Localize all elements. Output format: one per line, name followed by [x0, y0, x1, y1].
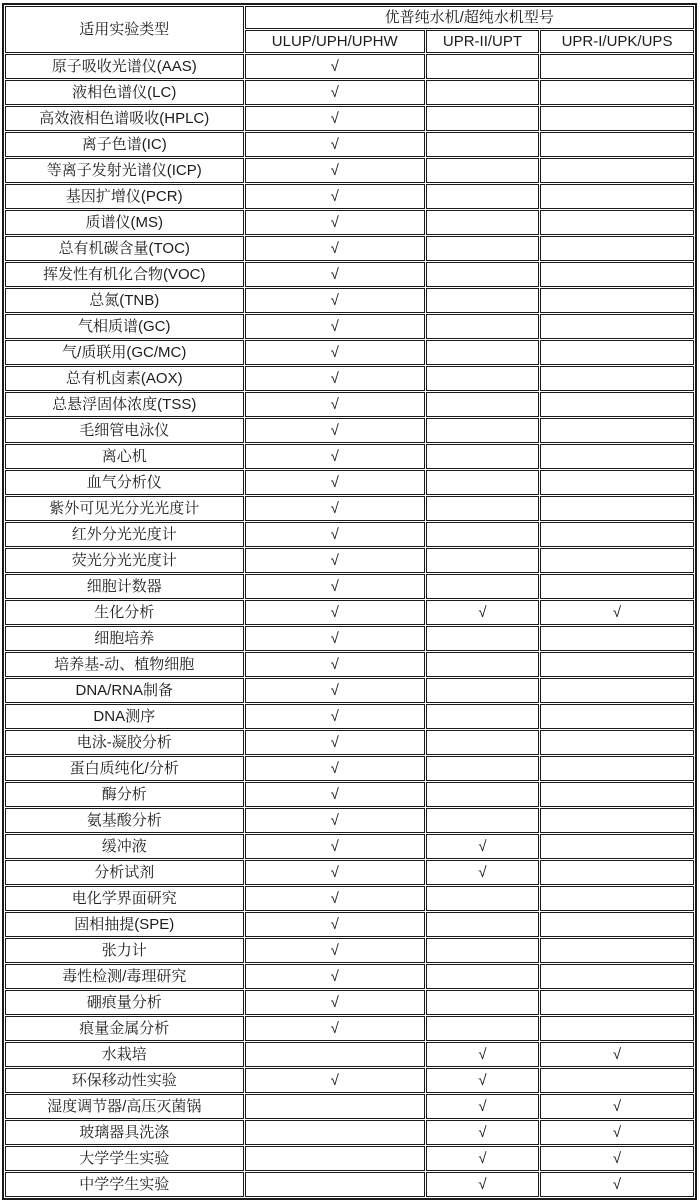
check-mark-cell: √: [245, 652, 425, 677]
empty-cell: [426, 574, 539, 599]
experiment-type-cell: 固相抽提(SPE): [5, 912, 244, 937]
empty-cell: [426, 106, 539, 131]
check-mark-cell: √: [245, 548, 425, 573]
experiment-type-cell: 水栽培: [5, 1042, 244, 1067]
experiment-type-cell: 总氮(TNB): [5, 288, 244, 313]
check-mark-cell: √: [245, 314, 425, 339]
check-mark-cell: √: [245, 210, 425, 235]
check-mark-cell: √: [245, 912, 425, 937]
empty-cell: [540, 652, 694, 677]
empty-cell: [426, 652, 539, 677]
check-mark-cell: √: [426, 1042, 539, 1067]
check-mark-cell: √: [245, 1068, 425, 1093]
table-row: [5, 236, 694, 261]
experiment-type-cell: 分析试剂: [5, 860, 244, 885]
check-mark-cell: √: [245, 626, 425, 651]
table-row: [5, 1068, 694, 1093]
empty-cell: [426, 522, 539, 547]
check-mark-cell: √: [245, 54, 425, 79]
empty-cell: [540, 54, 694, 79]
experiment-type-cell: 电泳-凝胶分析: [5, 730, 244, 755]
check-mark-cell: √: [426, 1146, 539, 1171]
check-mark-cell: √: [540, 1172, 694, 1197]
empty-cell: [426, 418, 539, 443]
table-row: [5, 288, 694, 313]
check-mark-cell: √: [426, 1120, 539, 1145]
check-mark-cell: √: [245, 392, 425, 417]
empty-cell: [426, 756, 539, 781]
check-mark-cell: √: [245, 756, 425, 781]
empty-cell: [245, 1120, 425, 1145]
check-mark-cell: √: [245, 470, 425, 495]
experiment-type-cell: 等离子发射光谱仪(ICP): [5, 158, 244, 183]
experiment-type-cell: 大学学生实验: [5, 1146, 244, 1171]
empty-cell: [426, 288, 539, 313]
check-mark-cell: √: [245, 158, 425, 183]
empty-cell: [426, 990, 539, 1015]
check-mark-cell: √: [245, 704, 425, 729]
check-mark-cell: √: [245, 288, 425, 313]
table-row: [5, 912, 694, 937]
check-mark-cell: √: [245, 496, 425, 521]
empty-cell: [426, 704, 539, 729]
empty-cell: [540, 392, 694, 417]
experiment-type-cell: 气/质联用(GC/MC): [5, 340, 244, 365]
empty-cell: [540, 626, 694, 651]
check-mark-cell: √: [245, 834, 425, 859]
empty-cell: [540, 314, 694, 339]
table-row: [5, 340, 694, 365]
empty-cell: [540, 1016, 694, 1041]
empty-cell: [426, 678, 539, 703]
empty-cell: [540, 730, 694, 755]
table-row: [5, 496, 694, 521]
check-mark-cell: √: [245, 366, 425, 391]
experiment-type-cell: 总悬浮固体浓度(TSS): [5, 392, 244, 417]
experiment-type-cell: 气相质谱(GC): [5, 314, 244, 339]
empty-cell: [540, 418, 694, 443]
experiment-type-cell: DNA/RNA制备: [5, 678, 244, 703]
check-mark-cell: √: [245, 184, 425, 209]
model-column-header: UPR-I/UPK/UPS: [540, 30, 694, 53]
table-row: [5, 1120, 694, 1145]
table-row: [5, 184, 694, 209]
model-group-header: 优普纯水机/超纯水机型号: [245, 6, 695, 29]
empty-cell: [426, 210, 539, 235]
experiment-type-cell: 痕量金属分析: [5, 1016, 244, 1041]
empty-cell: [426, 782, 539, 807]
header-row-group: [5, 6, 694, 29]
water-purifier-compatibility-table: [2, 3, 697, 1200]
empty-cell: [540, 834, 694, 859]
table-row: [5, 262, 694, 287]
empty-cell: [426, 158, 539, 183]
table-row: [5, 574, 694, 599]
check-mark-cell: √: [540, 1120, 694, 1145]
experiment-type-cell: 高效液相色谱吸收(HPLC): [5, 106, 244, 131]
empty-cell: [426, 964, 539, 989]
empty-cell: [245, 1146, 425, 1171]
empty-cell: [540, 808, 694, 833]
table-row: [5, 54, 694, 79]
experiment-type-cell: 液相色谱仪(LC): [5, 80, 244, 105]
experiment-type-cell: 原子吸收光谱仪(AAS): [5, 54, 244, 79]
experiment-type-cell: 中学学生实验: [5, 1172, 244, 1197]
empty-cell: [540, 106, 694, 131]
experiment-type-cell: 细胞计数器: [5, 574, 244, 599]
experiment-type-cell: 湿度调节器/高压灭菌锅: [5, 1094, 244, 1119]
table-row: [5, 860, 694, 885]
check-mark-cell: √: [245, 990, 425, 1015]
check-mark-cell: √: [426, 1172, 539, 1197]
check-mark-cell: √: [245, 886, 425, 911]
table-row: [5, 210, 694, 235]
table-row: [5, 938, 694, 963]
empty-cell: [426, 132, 539, 157]
check-mark-cell: √: [426, 1094, 539, 1119]
empty-cell: [426, 470, 539, 495]
empty-cell: [540, 158, 694, 183]
check-mark-cell: √: [245, 236, 425, 261]
table-row: [5, 782, 694, 807]
check-mark-cell: √: [245, 730, 425, 755]
empty-cell: [540, 756, 694, 781]
check-mark-cell: √: [540, 1094, 694, 1119]
empty-cell: [245, 1094, 425, 1119]
check-mark-cell: √: [245, 782, 425, 807]
table-row: [5, 522, 694, 547]
empty-cell: [426, 392, 539, 417]
table-row: [5, 886, 694, 911]
check-mark-cell: √: [245, 860, 425, 885]
empty-cell: [245, 1042, 425, 1067]
table-row: [5, 1094, 694, 1119]
experiment-type-cell: 总有机碳含量(TOC): [5, 236, 244, 261]
empty-cell: [540, 782, 694, 807]
empty-cell: [540, 132, 694, 157]
empty-cell: [540, 366, 694, 391]
empty-cell: [540, 340, 694, 365]
empty-cell: [426, 262, 539, 287]
check-mark-cell: √: [245, 522, 425, 547]
table-row: [5, 392, 694, 417]
empty-cell: [426, 80, 539, 105]
empty-cell: [540, 444, 694, 469]
empty-cell: [540, 470, 694, 495]
table-row: [5, 314, 694, 339]
empty-cell: [426, 444, 539, 469]
check-mark-cell: √: [245, 132, 425, 157]
table-row: [5, 1042, 694, 1067]
check-mark-cell: √: [540, 1042, 694, 1067]
table-row: [5, 704, 694, 729]
empty-cell: [426, 1016, 539, 1041]
empty-cell: [245, 1172, 425, 1197]
experiment-type-cell: DNA测序: [5, 704, 244, 729]
experiment-type-cell: 基因扩增仪(PCR): [5, 184, 244, 209]
experiment-type-cell: 生化分析: [5, 600, 244, 625]
check-mark-cell: √: [245, 600, 425, 625]
empty-cell: [426, 314, 539, 339]
table-row: [5, 366, 694, 391]
check-mark-cell: √: [245, 964, 425, 989]
empty-cell: [426, 496, 539, 521]
table-row: [5, 106, 694, 131]
table-row: [5, 626, 694, 651]
check-mark-cell: √: [245, 678, 425, 703]
experiment-type-cell: 挥发性有机化合物(VOC): [5, 262, 244, 287]
experiment-type-cell: 电化学界面研究: [5, 886, 244, 911]
table-row: [5, 158, 694, 183]
model-column-header: UPR-II/UPT: [426, 30, 539, 53]
empty-cell: [426, 938, 539, 963]
empty-cell: [540, 288, 694, 313]
empty-cell: [540, 964, 694, 989]
experiment-type-cell: 培养基-动、植物细胞: [5, 652, 244, 677]
empty-cell: [426, 184, 539, 209]
empty-cell: [426, 626, 539, 651]
experiment-type-cell: 环保移动性实验: [5, 1068, 244, 1093]
experiment-type-cell: 玻璃器具洗涤: [5, 1120, 244, 1145]
experiment-type-cell: 缓冲液: [5, 834, 244, 859]
empty-cell: [540, 80, 694, 105]
check-mark-cell: √: [245, 418, 425, 443]
empty-cell: [540, 574, 694, 599]
check-mark-cell: √: [245, 340, 425, 365]
empty-cell: [540, 990, 694, 1015]
table-row: [5, 470, 694, 495]
empty-cell: [426, 886, 539, 911]
table-row: [5, 132, 694, 157]
table-row: [5, 600, 694, 625]
experiment-type-cell: 荧光分光光度计: [5, 548, 244, 573]
empty-cell: [426, 730, 539, 755]
empty-cell: [540, 860, 694, 885]
table-row: [5, 1172, 694, 1197]
experiment-type-cell: 硼痕量分析: [5, 990, 244, 1015]
table-row: [5, 444, 694, 469]
empty-cell: [426, 54, 539, 79]
table-row: [5, 990, 694, 1015]
empty-cell: [426, 340, 539, 365]
empty-cell: [426, 912, 539, 937]
check-mark-cell: √: [426, 600, 539, 625]
table-row: [5, 548, 694, 573]
table-row: [5, 1146, 694, 1171]
empty-cell: [540, 496, 694, 521]
empty-cell: [540, 184, 694, 209]
empty-cell: [540, 912, 694, 937]
experiment-type-column-header: 适用实验类型: [5, 6, 244, 53]
check-mark-cell: √: [540, 1146, 694, 1171]
empty-cell: [426, 808, 539, 833]
experiment-type-cell: 毒性检测/毒理研究: [5, 964, 244, 989]
empty-cell: [426, 366, 539, 391]
empty-cell: [540, 236, 694, 261]
experiment-type-cell: 氨基酸分析: [5, 808, 244, 833]
check-mark-cell: √: [245, 106, 425, 131]
empty-cell: [540, 522, 694, 547]
experiment-type-cell: 毛细管电泳仪: [5, 418, 244, 443]
table-row: [5, 964, 694, 989]
experiment-type-cell: 离子色谱(IC): [5, 132, 244, 157]
check-mark-cell: √: [245, 574, 425, 599]
experiment-type-cell: 蛋白质纯化/分析: [5, 756, 244, 781]
experiment-type-cell: 离心机: [5, 444, 244, 469]
empty-cell: [540, 548, 694, 573]
empty-cell: [540, 938, 694, 963]
empty-cell: [540, 1068, 694, 1093]
experiment-type-cell: 红外分光光度计: [5, 522, 244, 547]
check-mark-cell: √: [245, 262, 425, 287]
model-column-header: ULUP/UPH/UPHW: [245, 30, 425, 53]
table-row: [5, 418, 694, 443]
experiment-type-cell: 血气分析仪: [5, 470, 244, 495]
experiment-type-cell: 总有机卤素(AOX): [5, 366, 244, 391]
check-mark-cell: √: [426, 860, 539, 885]
empty-cell: [540, 210, 694, 235]
experiment-type-cell: 细胞培养: [5, 626, 244, 651]
empty-cell: [426, 548, 539, 573]
check-mark-cell: √: [540, 600, 694, 625]
empty-cell: [540, 262, 694, 287]
table-row: [5, 1016, 694, 1041]
check-mark-cell: √: [245, 80, 425, 105]
experiment-type-cell: 紫外可见光分光光度计: [5, 496, 244, 521]
check-mark-cell: √: [245, 444, 425, 469]
check-mark-cell: √: [245, 808, 425, 833]
table-row: [5, 678, 694, 703]
empty-cell: [540, 704, 694, 729]
table-row: [5, 652, 694, 677]
table-row: [5, 808, 694, 833]
table-row: [5, 756, 694, 781]
check-mark-cell: √: [245, 938, 425, 963]
empty-cell: [540, 678, 694, 703]
check-mark-cell: √: [245, 1016, 425, 1041]
experiment-type-cell: 张力计: [5, 938, 244, 963]
experiment-type-cell: 质谱仪(MS): [5, 210, 244, 235]
table-row: [5, 730, 694, 755]
table-row: [5, 80, 694, 105]
experiment-type-cell: 酶分析: [5, 782, 244, 807]
empty-cell: [426, 236, 539, 261]
check-mark-cell: √: [426, 1068, 539, 1093]
empty-cell: [540, 886, 694, 911]
table-row: [5, 834, 694, 859]
check-mark-cell: √: [426, 834, 539, 859]
